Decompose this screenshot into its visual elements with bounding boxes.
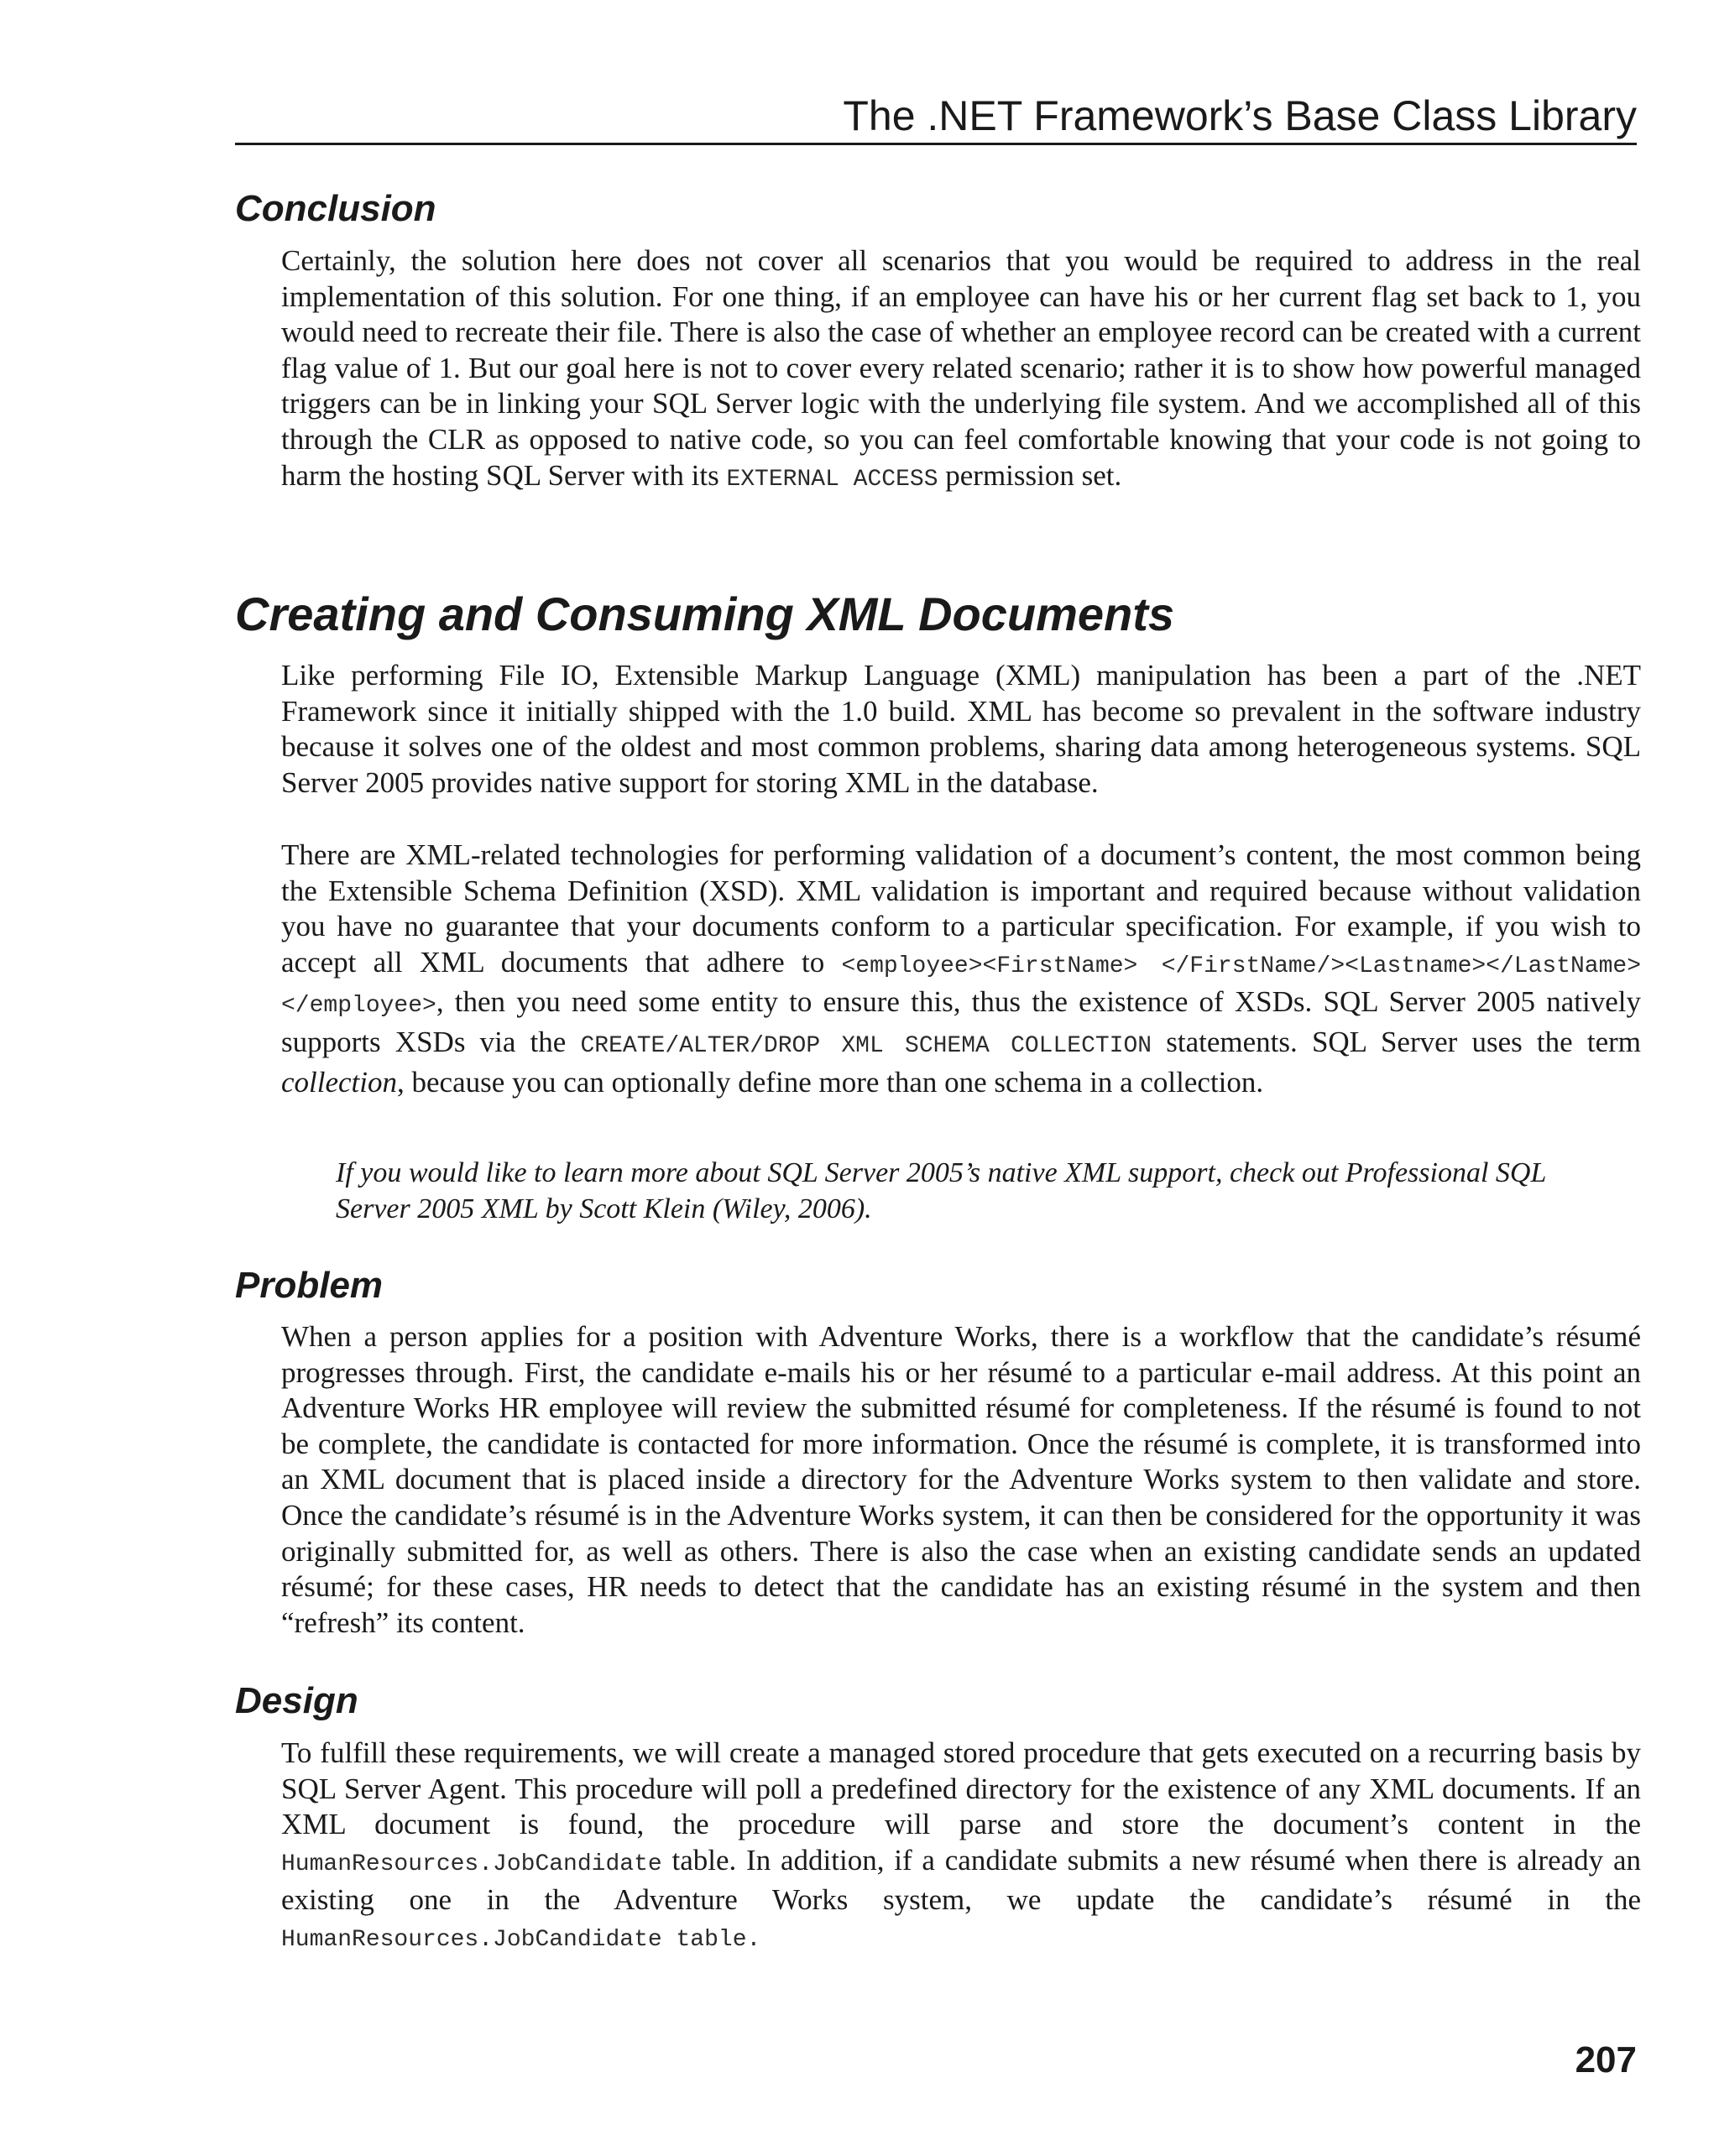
reference-note: If you would like to learn more about SQL Server 2005’s native XML support, check out Professional SQL Server 2005 XML by Scott Klein (Wiley, 2006).	[336, 1157, 1546, 1224]
jobcandidate-code: HumanResources.JobCandidate	[281, 1851, 662, 1877]
validation-text-b: , then you need some entity to ensure this, thus the existence of XSDs. SQL Server 2005 natively supports XSDs via the	[281, 985, 1641, 1058]
collection-term: collection	[281, 1065, 398, 1099]
page-number: 207	[1575, 2039, 1637, 2080]
design-text-b: table. In addition, if a candidate submits a new résumé when there is already an existing one in the Adventure Works system, we update the candidate’s résumé in the	[281, 1843, 1641, 1917]
external-access-code: EXTERNAL ACCESS	[726, 466, 938, 493]
design-heading: Design	[235, 1680, 358, 1721]
design-text-a: To fulfill these requirements, we will create a managed stored procedure that gets executed on a recurring basis by SQL Server Agent. This procedure will poll a predefined directory for the existence of any XML documents. If an XML document is found, the procedure will parse and store the document’s content in the	[281, 1736, 1641, 1841]
validation-text-a: There are XML-related technologies for performing validation of a document’s content, the most common being the Extensible Schema Definition (XSD). XML validation is important and required because without validation you have no guarantee that your documents conform to a particular specification. For example, if you wish to accept all XML documents that adhere to	[281, 838, 1641, 979]
xml-validation-paragraph	[281, 838, 1641, 1100]
employee-xml-code: <employee><FirstName> </FirstName/><Lastname></LastName></employee>	[281, 953, 1641, 1020]
conclusion-tail: permission set.	[938, 458, 1122, 492]
section-heading: Creating and Consuming XML Documents	[235, 587, 1175, 640]
conclusion-heading: Conclusion	[235, 188, 436, 229]
validation-text-d: , because you can optionally define more than one schema in a collection.	[397, 1065, 1264, 1099]
design-paragraph	[281, 1736, 1641, 1959]
jobcandidate-table-code: HumanResources.JobCandidate table.	[281, 1926, 761, 1953]
xml-intro-paragraph: Like performing File IO, Extensible Markup Language (XML) manipulation has been a part of the .NET Framework since it initially shipped with the 1.0 build. XML has become so prevalent in the software industry because it solves one of the oldest and most common problems, sharing data among heterogeneous systems. SQL Server 2005 provides native support for storing XML in the database.	[281, 659, 1641, 799]
header-rule	[235, 143, 1637, 145]
schema-collection-code: CREATE/ALTER/DROP XML SCHEMA COLLECTION	[580, 1032, 1152, 1059]
running-header-title: The .NET Framework’s Base Class Library	[843, 92, 1637, 139]
problem-paragraph: When a person applies for a position with Adventure Works, there is a workflow that the candidate’s résumé progresses through. First, the candidate e-mails his or her résumé to a particular e-mail address. At this point an Adventure Works HR employee will review the submitted résumé for completeness. If the résumé is found to not be complete, the candidate is contacted for more information. Once the résumé is complete, it is transformed into an XML document that is placed inside a directory for the Adventure Works system to then validate and store. Once the candidate’s résumé is in the Adventure Works system, it can then be considered for the opportunity it was originally submitted for, as well as others. There is also the case when an existing candidate sends an updated résumé; for these cases, HR needs to detect that the candidate has an existing résumé in the system and then “refresh” its content.	[281, 1320, 1641, 1639]
conclusion-text: Certainly, the solution here does not cover all scenarios that you would be required to address in the real implementation of this solution. For one thing, if an employee can have his or her current flag set back to 1, you would need to recreate their file. There is also the case of whether an employee record can be created with a current flag value of 1. But our goal here is not to cover every related scenario; rather it is to show how powerful managed triggers can be in linking your SQL Server logic with the underlying file system. And we accomplished all of this through the CLR as opposed to native code, so you can feel comfortable knowing that your code is not going to harm the hosting SQL Server with its	[281, 244, 1641, 492]
problem-heading: Problem	[235, 1265, 384, 1306]
conclusion-paragraph	[281, 243, 1641, 498]
validation-text-c: statements. SQL Server uses the term	[1152, 1025, 1641, 1058]
